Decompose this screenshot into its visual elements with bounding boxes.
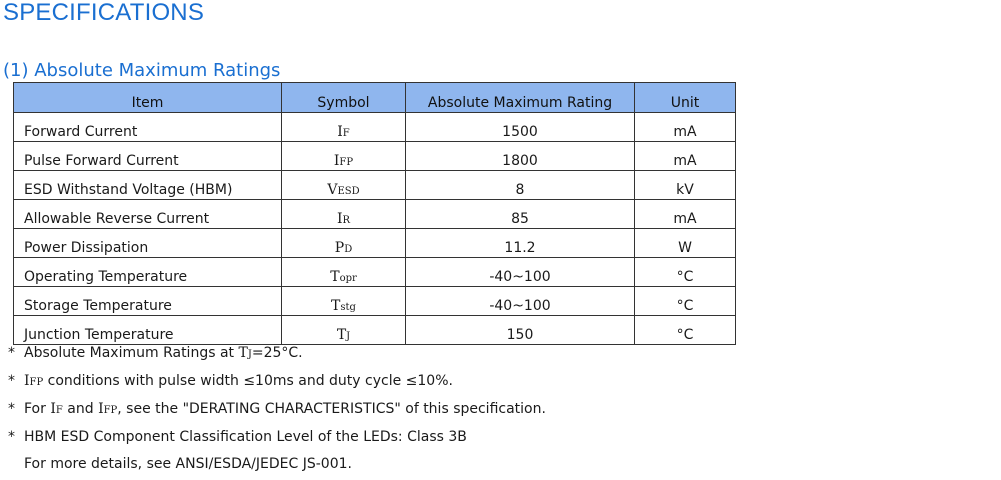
table-header-row bbox=[14, 83, 736, 113]
footnote bbox=[8, 340, 546, 368]
symbol-letter: T bbox=[331, 298, 341, 314]
symbol-letter: V bbox=[327, 182, 338, 198]
cell-item: Operating Temperature bbox=[14, 258, 282, 287]
cell-unit: °C bbox=[635, 258, 736, 287]
symbol-letter: I bbox=[98, 401, 104, 417]
cell-unit: mA bbox=[635, 142, 736, 171]
table-row bbox=[14, 287, 736, 316]
cell-item: Junction Temperature bbox=[14, 316, 282, 345]
cell-item: ESD Withstand Voltage (HBM) bbox=[14, 171, 282, 200]
cell-rating: 1500 bbox=[406, 113, 635, 142]
asterisk: * bbox=[8, 345, 15, 361]
section-title: (1) Absolute Maximum Ratings bbox=[3, 60, 281, 81]
symbol-subscript: R bbox=[342, 215, 351, 226]
asterisk: * bbox=[8, 401, 15, 417]
symbol-subscript: J bbox=[346, 331, 351, 342]
cell-symbol bbox=[282, 113, 406, 142]
footnote-text: and bbox=[62, 401, 99, 417]
footnote-text: conditions with pulse width ≤10ms and duty cycle ≤10%. bbox=[43, 373, 453, 389]
cell-rating: 150 bbox=[406, 316, 635, 345]
symbol-letter: T bbox=[330, 269, 340, 285]
cell-rating: -40~100 bbox=[406, 258, 635, 287]
asterisk: * bbox=[8, 373, 15, 389]
footnote-text: For bbox=[24, 401, 51, 417]
cell-item: Storage Temperature bbox=[14, 287, 282, 316]
symbol-letter: I bbox=[50, 401, 56, 417]
cell-symbol bbox=[282, 287, 406, 316]
column-header-symbol: Symbol bbox=[282, 83, 406, 113]
table-row bbox=[14, 229, 736, 258]
column-header-rating: Absolute Maximum Rating bbox=[406, 83, 635, 113]
footnote bbox=[8, 396, 546, 424]
symbol-letter: I bbox=[337, 124, 343, 140]
cell-symbol bbox=[282, 171, 406, 200]
cell-unit: mA bbox=[635, 200, 736, 229]
symbol-subscript: stg bbox=[340, 302, 356, 313]
table-row bbox=[14, 258, 736, 287]
symbol-letter: I bbox=[333, 153, 340, 169]
column-header-item: Item bbox=[14, 83, 282, 113]
cell-unit: °C bbox=[635, 316, 736, 345]
symbol-letter: I bbox=[24, 373, 30, 389]
column-header-unit: Unit bbox=[635, 83, 736, 113]
symbol-subscript: opr bbox=[339, 273, 357, 284]
footnote-text: HBM ESD Component Classification Level of the LEDs: Class 3B bbox=[24, 429, 467, 445]
footnote-text: =25°C. bbox=[251, 345, 303, 361]
cell-item: Pulse Forward Current bbox=[14, 142, 282, 171]
footnotes bbox=[8, 340, 546, 478]
page-title: SPECIFICATIONS bbox=[3, 0, 205, 26]
footnote-continuation: For more details, see ANSI/ESDA/JEDEC JS-001. bbox=[24, 456, 352, 472]
symbol-letter: T bbox=[238, 345, 248, 361]
cell-symbol bbox=[282, 258, 406, 287]
absolute-maximum-ratings-table bbox=[13, 82, 736, 345]
table-row bbox=[14, 113, 736, 142]
footnote bbox=[8, 368, 546, 396]
symbol-subscript: F bbox=[342, 128, 350, 139]
cell-item: Allowable Reverse Current bbox=[14, 200, 282, 229]
cell-rating: -40~100 bbox=[406, 287, 635, 316]
table-row bbox=[14, 200, 736, 229]
asterisk: * bbox=[8, 429, 15, 445]
symbol-subscript: FP bbox=[339, 157, 354, 168]
symbol-letter: P bbox=[334, 240, 345, 256]
cell-symbol bbox=[282, 200, 406, 229]
cell-item: Power Dissipation bbox=[14, 229, 282, 258]
cell-rating: 1800 bbox=[406, 142, 635, 171]
symbol-subscript: FP bbox=[29, 377, 44, 388]
symbol-subscript: D bbox=[344, 244, 353, 255]
table-row bbox=[14, 171, 736, 200]
symbol-subscript: F bbox=[55, 405, 63, 416]
symbol-subscript: FP bbox=[103, 405, 118, 416]
cell-unit: mA bbox=[635, 113, 736, 142]
cell-symbol bbox=[282, 142, 406, 171]
cell-unit: °C bbox=[635, 287, 736, 316]
footnote-text: , see the "DERATING CHARACTERISTICS" of this specification. bbox=[117, 401, 546, 417]
cell-item: Forward Current bbox=[14, 113, 282, 142]
symbol-letter: T bbox=[336, 327, 347, 343]
cell-symbol bbox=[282, 229, 406, 258]
symbol-subscript: ESD bbox=[337, 186, 360, 197]
cell-rating: 8 bbox=[406, 171, 635, 200]
cell-unit: W bbox=[635, 229, 736, 258]
symbol-subscript: J bbox=[247, 349, 252, 360]
cell-rating: 11.2 bbox=[406, 229, 635, 258]
footnote-text: Absolute Maximum Ratings at bbox=[24, 345, 239, 361]
symbol-letter: I bbox=[336, 211, 343, 227]
cell-unit: kV bbox=[635, 171, 736, 200]
cell-rating: 85 bbox=[406, 200, 635, 229]
table-row bbox=[14, 142, 736, 171]
footnote bbox=[8, 424, 546, 451]
